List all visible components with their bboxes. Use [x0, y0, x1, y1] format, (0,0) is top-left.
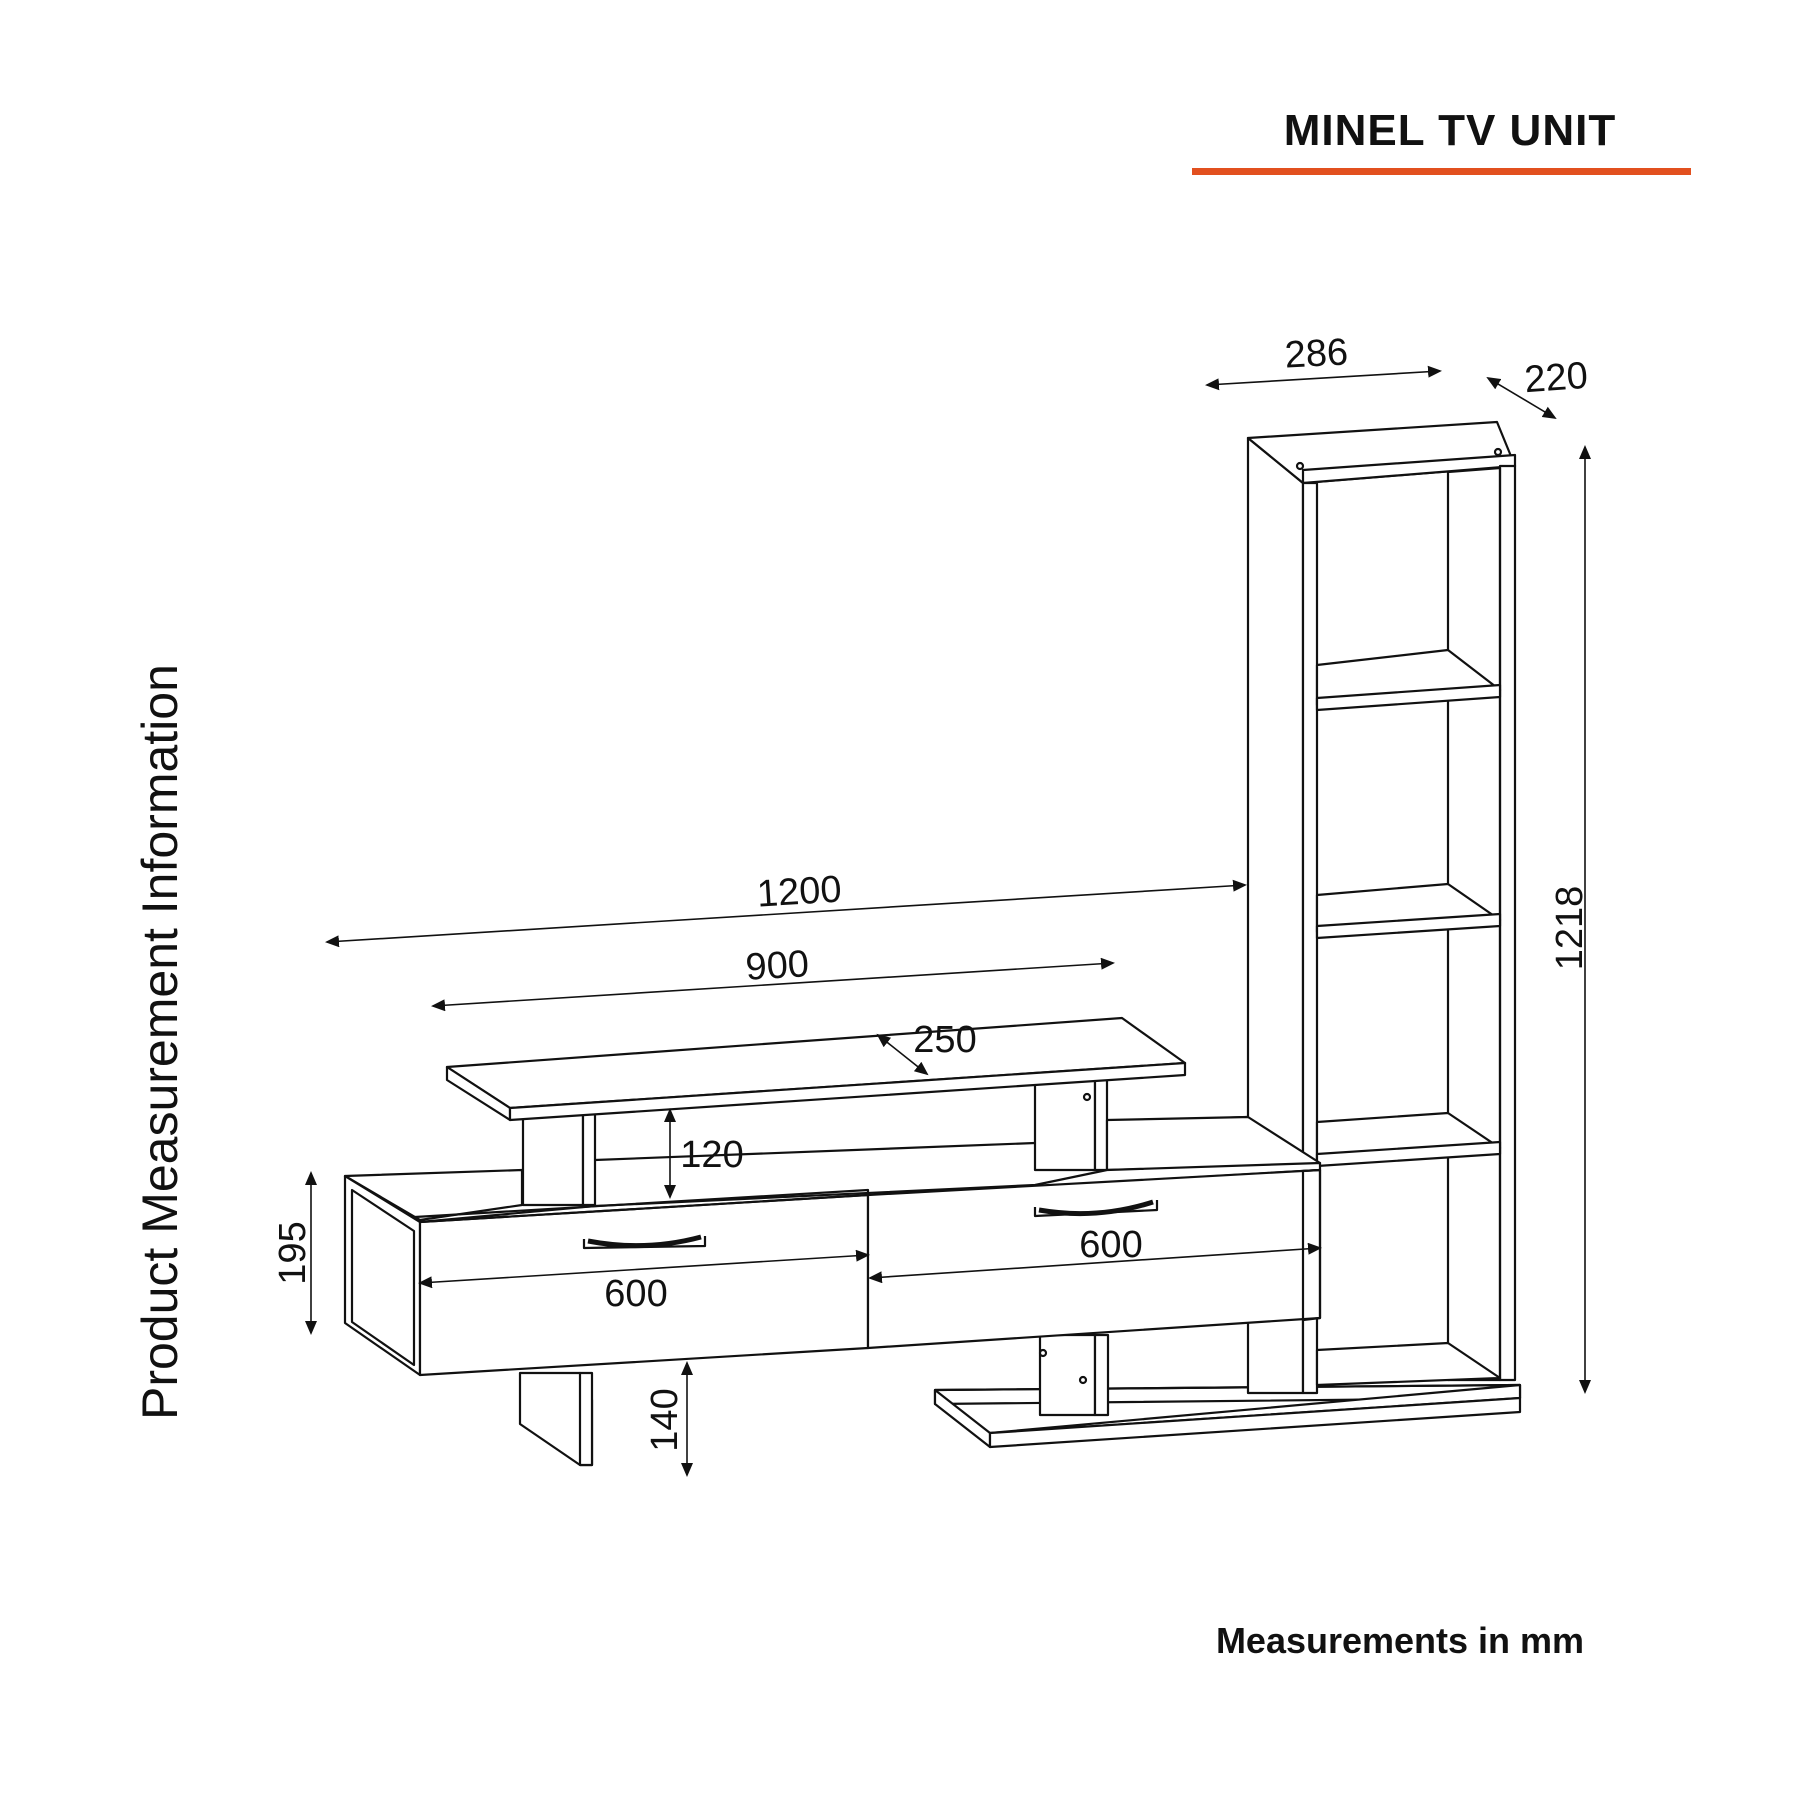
dim-label-600-right: 600	[1079, 1224, 1143, 1266]
dim-label-140: 140	[644, 1388, 686, 1452]
dim-label-120: 120	[680, 1134, 744, 1176]
dim-label-1200: 1200	[755, 868, 843, 916]
dim-label-195: 195	[272, 1221, 314, 1285]
dim-label-900: 900	[744, 943, 811, 989]
units-footnote: Measurements in mm	[1215, 1620, 1585, 1661]
product-title: MINEL TV UNIT	[1283, 106, 1617, 155]
base-plate	[935, 1385, 1520, 1447]
left-leg-panel	[520, 1373, 592, 1465]
dim-label-1218: 1218	[1549, 885, 1591, 971]
tv-unit-outline	[345, 422, 1520, 1465]
dim-label-220: 220	[1523, 354, 1590, 402]
side-label: Product Measurement Information	[132, 664, 188, 1420]
dim-label-286: 286	[1283, 331, 1350, 377]
dim-label-250: 250	[913, 1019, 977, 1061]
dim-label-600-left: 600	[604, 1273, 668, 1315]
